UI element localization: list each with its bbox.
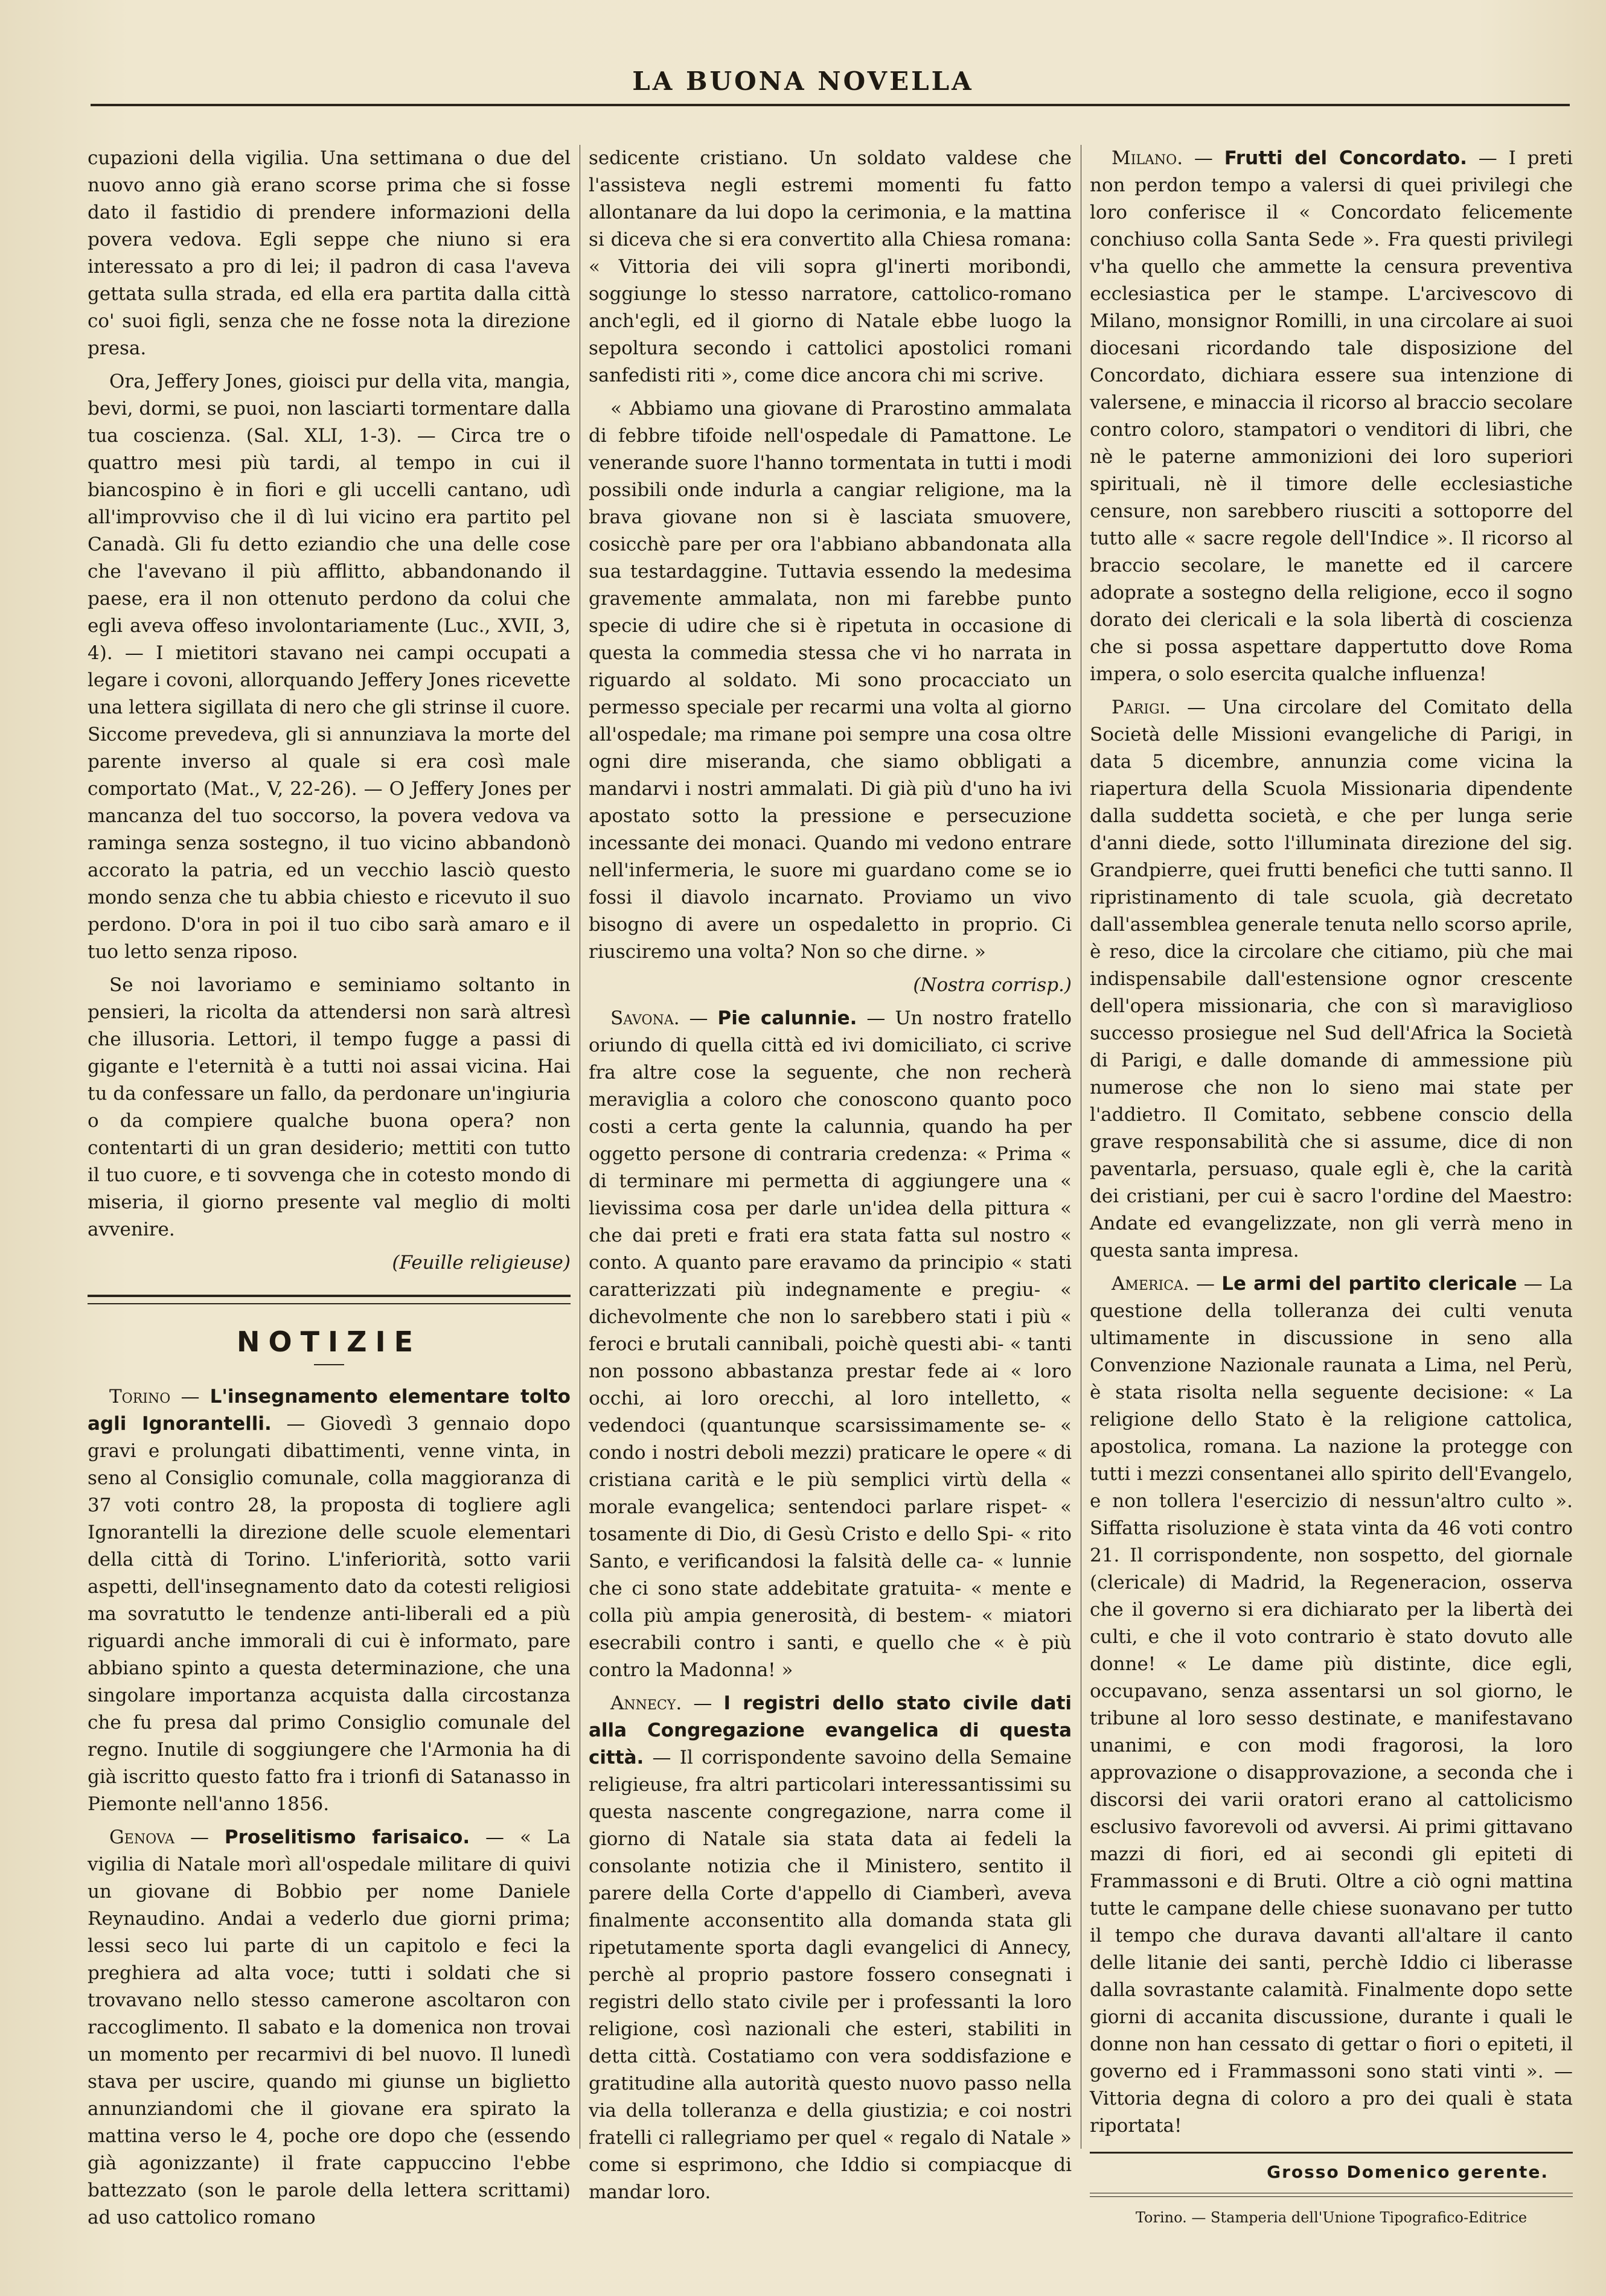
masthead: LA BUONA NOVELLA xyxy=(632,66,974,96)
paragraph: Se noi lavoriamo e seminiamo soltanto in pensieri, la ricolta da attendersi non sarà altresì che illusoria. Lettori, il tempo fugge a passi di gigante e l'eternità è a tutti noi assai vicina. Hai tu da confessare un fallo, da perdonare un'ingiuria o da compiere qualche buona opera? non contentarti di un gran desiderio; mettiti con tutto il tuo cuore, e ti sovvenga che in cotesto mondo di miseria, il giorno presente val meglio di molti avvenire. xyxy=(88,974,571,1240)
news-text: La questione della tolleranza dei culti venuta ultimamente in discussione in seno alla Convenzione Nazionale raunata a Lima, nel Perù, è stata risolta nella seguente decisione: « La religione dello Stato è la religione cattolica, apostolica, romana. La nazione la protegge con tutti i mezzi consentanei allo spirito dell'Evangelo, e non tollera l'esercizio di nessun'altro culto ». Siffatta risoluzione è stata vinta da 46 voti contro 21. Il corrispondente, non sospetto, del giornale (clericale) di Madrid, la Regeneracion, osserva che il governo si era dichiarato per la libertà dei culti, e che il voto contrario è stato dovuto alle donne! « Le dame più distinte, dice egli, occupavano, senza assentarsi un sol giorno, le tribune al loro sesso destinate, e manifestavano unanimi, e con modi fragorosi, la loro approvazione o disapprovazione, a seconda che i discorsi dei varii oratori erano al cattolicismo esclusivo favorevoli od avversi. Ai primi gittavano mazzi di fiori, ed ai secondi gli epiteti di Frammassoni e di Bruti. Oltre a ciò ogni mattina tutte le campane delle chiese suonavano per tutto il tempo che durava davanti all'altare il canto delle litanie dei santi, perchè Iddio ci liberasse dalla sovrastante calamità. Finalmente dopo sette giorni di accanita discussione, durante i quali le donne non han cessato di gettar o fiori o epiteti, il governo ed i Frammassoni sono stati vinti ». — Vittoria degna di coloro a pro dei quali è stata riportata! xyxy=(1090,1273,1573,2137)
gerente-rule-bottom xyxy=(1090,2193,1573,2197)
short-rule xyxy=(314,1364,344,1365)
printer-imprint: Torino. — Stamperia dell'Unione Tipografico-Editrice xyxy=(1135,2209,1528,2226)
news-text: « La vigilia di Natale morì all'ospedale militare di quivi un giovane di Bobbio per nome Daniele Reynaudino. Andai a vederlo due giorni prima; lessi seco lui parte di un capitolo e feci la preghiera ad alta voce; tutti i soldati che si trovavano nello stesso camerone ascoltaron con raccoglimento. Il sabato e la domenica non trovai un momento per recarmivi di bel nuovo. Il lunedì stava per uscire, quando mi giunse un biglietto annunziandomi che il giovane era spirato la mattina verso le 4, poche ore dopo che (essendo già agonizzante) il frate cappuccino l'ebbe battezzato (son le parole della lettera scrittami) ad uso cattolico romano xyxy=(88,1826,571,2228)
news-text: Un nostro fratello oriundo di quella città ed ivi domiciliato, ci scrive fra altre cose la seguente, che non recherà meraviglia a coloro che conoscono quanto poco costi a certa gente la calunnia, quando ha per oggetto persone di contraria credenza: « Prima « di terminare mi permetta di aggiungere una « lievissima cosa per darle un'idea della pittura « che dai preti e frati era stata fatta sul nostro « conto. A quanto pare eravamo da principio « stati caratterizzati più indegnamente e pregiu- « dichevolmente che non lo sarebbero stati i più « feroci e brutali cannibali, poichè questi abi- « tanti non possono abbastanza prestar fede ai « loro occhi, ai loro orecchi, al loro intelletto, « vedendoci (quantunque scarsissimamente se- « condo i nostri deboli mezzi) praticare le opere « di cristiana carità e le più semplici virtù della « morale evangelica; sentendoci parlare rispet- « tosamente di Dio, di Gesù Cristo e dello Spi- « rito Santo, e verificandosi la falsità delle ca- « lunnie che ci sono state addebitate gratuita- « mente e colla più ampia generosità, di bestem- « miatori esecrabili contro i santi, e quello che « è più contro la Madonna! » xyxy=(589,1007,1072,1681)
masthead-rule xyxy=(91,104,1570,106)
place-name: Milano xyxy=(1112,147,1177,169)
news-text: Il corrispondente savoino della Semaine religieuse, fra altri particolari interessantissimi su questa nascente congregazione, narra come il giorno di Natale sia stata data ai fedeli la consolante notizia che il Ministero, sentito il parere della Corte d'appello di Ciamberì, aveva finalmente acconsentito alla domanda stata gli ripetutamente sporta dagli evangelici di Annecy, perchè al proprio pastore fossero consegnati i registri dello stato civile per i professanti la loro religione, così nazionali che esteri, stabiliti in detta città. Costatiamo con vera soddisfazione e gratitudine alla autorità questo nuovo passo nella via della tolleranza e della giustizia; e coi nostri fratelli ci rallegriamo per quel « regalo di Natale » come si esprimono, che Iddio si compiacque di mandar loro. xyxy=(589,1747,1072,2203)
news-item-savona: Savona. — Pie calunnie. — Un nostro fratello oriundo di quella città ed ivi domiciliato, ci scrive fra altre cose la seguente, che non recherà meraviglia a coloro che conoscono quanto poco costi a certa gente la calunnia, quando ha per oggetto persone di contraria credenza: « Prima « di terminare mi permetta di aggiungere una « lievissima cosa per darle un'idea della pittura « che dai preti e frati era stata fatta sul nostro « conto. A quanto pare eravamo da principio « stati caratterizzati più indegnamente e pregiu- « dichevolmente che non lo sarebbero stati i più « feroci e brutali cannibali, poichè questi abi- « tanti non possono abbastanza prestar fede ai « loro occhi, ai loro orecchi, al loro intelletto, « vedendoci (quantunque scarsissimamente se- « condo i nostri deboli mezzi) praticare le opere « di cristiana carità e le più semplici virtù della « morale evangelica; sentendoci parlare rispet- « tosamente di Dio, di Gesù Cristo e dello Spi- « rito Santo, e verificandosi la falsità delle ca- « lunnie che ci sono state addebitate gratuita- « mente e colla più ampia generosità, di bestem- « miatori esecrabili contro i santi, e quello che « è più contro la Madonna! » xyxy=(589,1007,1072,1681)
paragraph: Ora, Jeffery Jones, gioisci pur della vita, mangia, bevi, dormi, se puoi, non lasciarti tormentare dalla tua coscienza. (Sal. XLI, 1-3). — Circa tre o quattro mesi più tardi, al tempo in cui il biancospino è in fiori e gli uccelli cantano, udì all'improvviso che il dì lui vicino era partito pel Canadà. Gli fu detto eziandio che una delle cose che l'avevano il più afflitto, abbandonando il paese, era il non ottenuto perdono da colui che egli aveva offeso involontariamente (Luc., XVII, 3, 4). — I mietitori stavano nei campi occupati a legare i covoni, allorquando Jeffery Jones ricevette una lettera sigillata di nero che gli strinse il cuore. Siccome prevedeva, gli si annunziava la morte del parente inverso al quale si era così male comportato (Mat., V, 22-26). — O Jeffery Jones per mancanza del tuo soccorso, la povera vedova va raminga senza sostegno, il tuo vicino abbandonò accorato la patria, ed un vecchio lasciò questo mondo senza che tu abbia chiesto e ricevuto il suo perdono. D'ora in poi il tuo cibo sarà amaro e il tuo letto senza riposo. xyxy=(88,371,571,963)
news-text: Una circolare del Comitato della Società delle Missioni evangeliche di Parigi, in data 5 dicembre, annunzia come vicina la riapertura della Scuola Missionaria dipendente dalla suddetta società, e che per lunga serie d'anni diede, sotto l'illuminata direzione del sig. Grandpierre, quei frutti benefici che tutti sanno. Il ripristinamento di tale scuola, già decretato dall'assemblea generale tenuta nello scorso aprile, è reso, dice la circolare che citiamo, più che mai indispensabile dall'estensione ognor crescente dell'opera missionaria, che con sì maraviglioso successo prosiegue nel Sud dell'Africa la Società di Parigi, e dalle domande di ammessione più numerose che non lo sieno mai state per l'addietro. Il Comitato, sebbene conscio della grave responsabilità che si assume, dice di non paventarla, persuaso, quale egli è, che la carità dei cristiani, per cui è sacro l'ordine del Maestro: Andate ed evangelizzate, non gli verrà meno in questa santa impresa. xyxy=(1090,697,1573,1261)
place-name: Torino xyxy=(109,1386,171,1408)
section-rule xyxy=(88,1295,571,1304)
news-headline: Proselitismo farisaico. xyxy=(224,1826,470,1848)
news-text: I preti non perdon tempo a valersi di quei privilegi che loro conferisce il « Concordato felicemente conchiuso colla Santa Sede ». Fra questi privilegi v'ha quello che ammette la censura preventiva ecclesiastica per le stampe. L'arcivescovo di Milano, monsignor Romilli, in una circolare ai suoi diocesani ricordando tale disposizione del Concordato, dichiara essere sua intenzione di valersene, e minaccia il ricorso al braccio secolare contro coloro, stampatori o venditori di libri, che nè le paterne ammonizioni dei loro superiori spirituali, nè il timore delle ecclesiastiche censure, non sarebbero riusciti a sottoporre del tutto alle « sacre regole dell'Indice ». Il ricorso al braccio secolare, le manette ed il carcere adoprate a sostegno della religione, ecco il sogno dorato dei clericali e la sola libertà di coscienza che si possa aspettare dappertutto dove Roma impera, o solo esercita qualche influenza! xyxy=(1090,147,1573,685)
news-headline: I registri dello stato civile dati alla Congregazione evangelica di questa città. xyxy=(589,1692,1072,1768)
place-name: Parigi xyxy=(1112,697,1165,718)
gerente-line: Grosso Domenico gerente. xyxy=(1267,2162,1549,2182)
news-headline: Frutti del Concordato. xyxy=(1224,147,1467,169)
news-headline: Le armi del partito clericale xyxy=(1221,1273,1517,1295)
section-title: NOTIZIE xyxy=(237,1325,421,1358)
source-attribution: (Nostra corrisp.) xyxy=(913,974,1072,996)
news-text: Giovedì 3 gennaio dopo gravi e prolungati dibattimenti, venne vinta, in seno al Consiglio comunale, colla maggioranza di 37 voti contro 28, la proposta di togliere agli Ignorantelli la direzione delle scuole elementari della città di Torino. L'inferiorità, sotto varii aspetti, dell'insegnamento dato da cotesti religiosi ma sovratutto le tendenze anti-liberali ed a più riguardi anche immorali di cui è informato, pare abbiano spinto a questa determinazione, che una singolare importanza acquista dalla circostanza che fu presa dal primo Consiglio comunale del regno. Inutile di soggiungere che l'Armonia ha di già iscritto questo fatto fra i trionfi di Satanasso in Piemonte nell'anno 1856. xyxy=(88,1413,571,1815)
news-item-parigi: Parigi. — Una circolare del Comitato della Società delle Missioni evangeliche di Parigi, in data 5 dicembre, annunzia come vicina la riapertura della Scuola Missionaria dipendente dalla suddetta società, e che per lunga serie d'anni diede, sotto l'illuminata direzione del sig. Grandpierre, quei frutti benefici che tutti sanno. Il ripristinamento di tale scuola, già decretato dall'assemblea generale tenuta nello scorso aprile, è reso, dice la circolare che citiamo, più che mai indispensabile dall'estensione ognor crescente dell'opera missionaria, che con sì maraviglioso successo prosiegue nel Sud dell'Africa la Società di Parigi, e dalle domande di ammessione più numerose che non lo sieno mai state per l'addietro. Il Comitato, sebbene conscio della grave responsabilità che si assume, dice di non paventarla, persuaso, quale egli è, che la carità dei cristiani, per cui è sacro l'ordine del Maestro: Andate ed evangelizzate, non gli verrà meno in questa santa impresa. xyxy=(1090,697,1573,1261)
paragraph: sedicente cristiano. Un soldato valdese che l'assisteva negli estremi momenti fu fatto allontanare da lui dopo la cerimonia, e la mattina si diceva che si era convertito alla Chiesa romana: « Vittoria dei vili sopra gl'inerti moribondi, soggiunge lo stesso narratore, cattolico-romano anch'egli, ed il giorno di Natale ebbe luogo la sepoltura secondo i cattolici apostolici romani sanfedisti riti », come dice ancora chi mi scrive. xyxy=(589,147,1072,386)
paragraph: cupazioni della vigilia. Una settimana o due del nuovo anno già erano scorse prima che si fosse dato il fastidio di prendere informazioni della povera vedova. Egli seppe che niuno si era interessato a pro di lei; il padron di casa l'aveva gettata sulla strada, ed ella era partita dalla città co' suoi figli, senza che ne fosse nota la direzione presa. xyxy=(88,147,571,359)
place-name: Genova xyxy=(109,1826,175,1848)
notizie-section xyxy=(88,1295,571,1365)
news-item-milano: Milano. — Frutti del Concordato. — I preti non perdon tempo a valersi di quei privilegi che loro conferisce il « Concordato felicemente conchiuso colla Santa Sede ». Fra questi privilegi v'ha quello che ammette la censura preventiva ecclesiastica per le stampe. L'arcivescovo di Milano, monsignor Romilli, in una circolare ai suoi diocesani ricordando tale disposizione del Concordato, dichiara essere sua intenzione di valersene, e minaccia il ricorso al braccio secolare contro coloro, stampatori o venditori di libri, che nè le paterne ammonizioni dei loro superiori spirituali, nè il timore delle ecclesiastiche censure, non sarebbero riusciti a sottoporre del tutto alle « sacre regole dell'Indice ». Il ricorso al braccio secolare, le manette ed il carcere adoprate a sostegno della religione, ecco il sogno dorato dei clericali e la sola libertà di coscienza che si possa aspettare dappertutto dove Roma impera, o solo esercita qualche influenza! xyxy=(1090,147,1573,685)
paragraph: « Abbiamo una giovane di Prarostino ammalata di febbre tifoide nell'ospedale di Pamattone. Le venerande suore l'hanno tormentata in tutti i modi possibili onde indurla a cangiar religione, ma la brava giovane non si è lasciata smuovere, cosicchè pare per ora l'abbiano abbandonata alla sua testardaggine. Tuttavia essendo la medesima gravemente ammalata, non mi farebbe punto specie di udire che si è ripetuta in occasione di questa la commedia stessa che vi ho narrata in riguardo al soldato. Mi sono procacciato un permesso speciale per recarmi una volta al giorno all'ospedale; ma rimane poi sempre una cosa oltre ogni dire miseranda, che siamo obbligati a mandarvi i nostri ammalati. Di già più d'uno ha ivi apostato sotto la pressione e persecuzione incessante dei monaci. Quando mi vedono entrare nell'infermeria, le suore mi guardano come se io fossi il diavolo incarnato. Proviamo un vivo bisogno di avere un ospedaletto in proprio. Ci riusciremo una volta? Non so che dirne. » xyxy=(589,398,1072,963)
column-2 xyxy=(589,145,1072,2212)
place-name: Savona xyxy=(610,1007,674,1029)
column-3 xyxy=(1090,145,1573,2231)
news-headline: Pie calunnie. xyxy=(717,1007,857,1029)
news-item-torino: Torino — L'insegnamento elementare tolto agli Ignorantelli. — Giovedì 3 gennaio dopo gravi e prolungati dibattimenti, venne vinta, in seno al Consiglio comunale, colla maggioranza di 37 voti contro 28, la proposta di togliere agli Ignorantelli la direzione delle scuole elementari della città di Torino. L'inferiorità, sotto varii aspetti, dell'insegnamento dato da cotesti religiosi ma sovratutto le tendenze anti-liberali ed a più riguardi anche immorali di cui è informato, pare abbiano spinto a questa determinazione, che una singolare importanza acquista dalla circostanza che fu presa dal primo Consiglio comunale del regno. Inutile di soggiungere che l'Armonia ha di già iscritto questo fatto fra i trionfi di Satanasso in Piemonte nell'anno 1856. xyxy=(88,1386,571,1815)
column-1 xyxy=(88,145,571,2237)
news-item-genova: Genova — Proselitismo farisaico. — « La vigilia di Natale morì all'ospedale militare di quivi un giovane di Bobbio per nome Daniele Reynaudino. Andai a vederlo due giorni prima; lessi seco lui parte di un capitolo e feci la preghiera ad alta voce; tutti i soldati che si trovavano nello stesso camerone ascoltaron con raccoglimento. Il sabato e la domenica non trovai un momento per recarmivi di bel nuovo. Il lunedì stava per uscire, quando mi giunse un biglietto annunziandomi che il giovane era spirato la mattina verso le 4, poche ore dopo che (essendo già agonizzante) il frate cappuccino l'ebbe battezzato (son le parole della lettera scrittami) ad uso cattolico romano xyxy=(88,1826,571,2228)
news-item-america: America. — Le armi del partito clericale — La questione della tolleranza dei culti venuta ultimamente in discussione in seno alla Convenzione Nazionale raunata a Lima, nel Perù, è stata risolta nella seguente decisione: « La religione dello Stato è la religione cattolica, apostolica, romana. La nazione la protegge con tutti i mezzi consentanei allo spirito dell'Evangelo, e non tollera l'esercizio di nessun'altro culto ». Siffatta risoluzione è stata vinta da 46 voti contro 21. Il corrispondente, non sospetto, del giornale (clericale) di Madrid, la Regeneracion, osserva che il governo si era dichiarato per la libertà dei culti, e che il voto contrario è stato dovuto alle donne! « Le dame più distinte, dice egli, occupavano, senza assentarsi un sol giorno, le tribune al loro sesso destinate, e manifestavano unanimi, e con modi fragorosi, la loro approvazione o disapprovazione, a seconda che i discorsi dei varii oratori erano al cattolicismo esclusivo favorevoli od avversi. Ai primi gittavano mazzi di fiori, ed ai secondi gli epiteti di Frammassoni e di Bruti. Oltre a ciò ogni mattina tutte le campane delle chiese suonavano per tutto il tempo che durava davanti all'altare il canto delle litanie dei santi, perchè Iddio ci liberasse dalla sovrastante calamità. Finalmente dopo sette giorni di accanita discussione, durante i quali le donne non han cessato di gettar o fiori o epiteti, il governo ed i Frammassoni sono stati vinti ». — Vittoria degna di coloro a pro dei quali è stata riportata! xyxy=(1090,1273,1573,2137)
news-item-annecy: Annecy. — I registri dello stato civile dati alla Congregazione evangelica di questa città. — Il corrispondente savoino della Semaine religieuse, fra altri particolari interessantissimi su questa nascente congregazione, narra come il giorno di Natale sia stata data ai fedeli la consolante notizia che il Ministero, sentito il parere della Corte d'appello di Ciamberì, aveva finalmente acconsentito alla domanda stata gli ripetutamente sporta dagli evangelici di Annecy, perchè al proprio pastore fossero consegnati i registri dello stato civile per i professanti la loro religione, così nazionali che esteri, stabiliti in detta città. Costatiamo con vera soddisfazione e gratitudine alla autorità questo nuovo passo nella via della tolleranza e della giustizia; e coi nostri fratelli ci rallegriamo per quel « regalo di Natale » come si esprimono, che Iddio si compiacque di mandar loro. xyxy=(589,1692,1072,2203)
place-name: America xyxy=(1112,1273,1183,1295)
source-attribution: (Feuille religieuse) xyxy=(392,1252,571,1274)
news-headline: L'insegnamento elementare tolto agli Ignorantelli. xyxy=(88,1386,571,1435)
place-name: Annecy xyxy=(610,1692,676,1714)
gerente-rule xyxy=(1090,2152,1573,2158)
